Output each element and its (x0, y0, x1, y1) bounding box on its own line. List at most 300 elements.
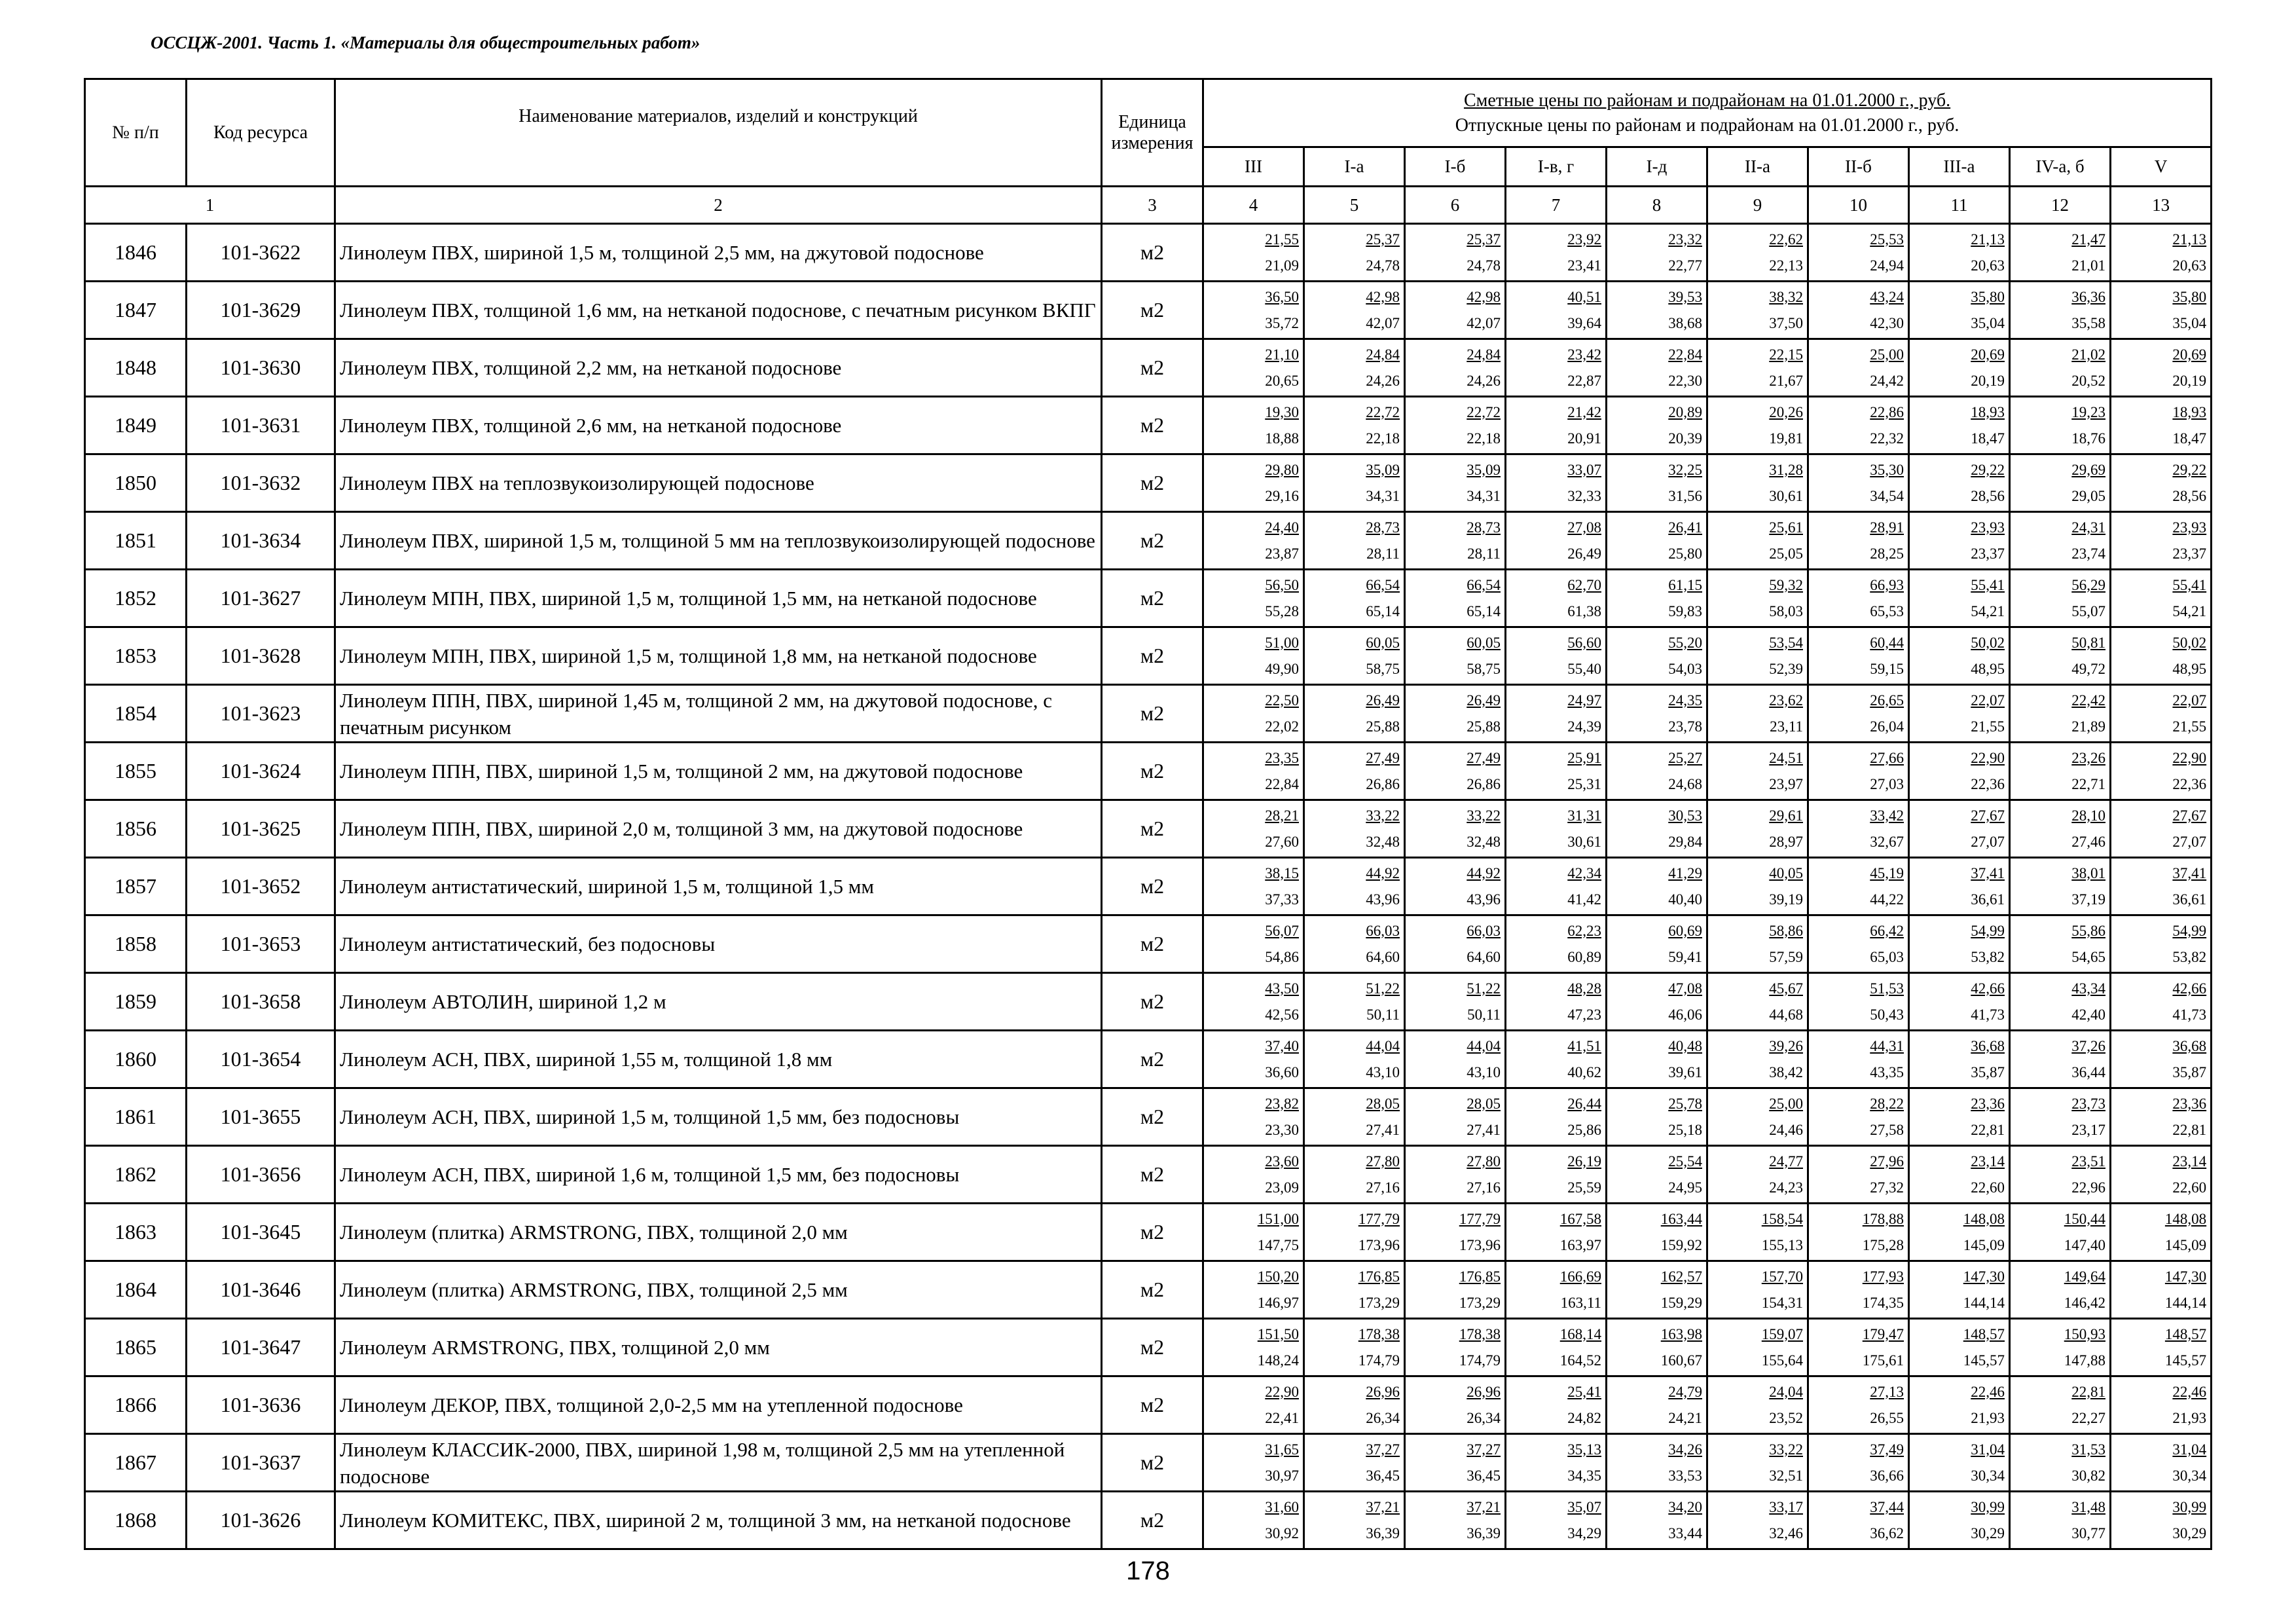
page-number: 178 (1126, 1557, 1170, 1585)
estimated-price: 41,29 (1668, 864, 1702, 881)
price-cell (1203, 627, 1304, 685)
estimated-price: 31,28 (1769, 461, 1803, 478)
estimated-price: 23,73 (2071, 1095, 2105, 1112)
estimated-price: 31,60 (1265, 1498, 1299, 1515)
price-cell (1707, 915, 1808, 973)
price-cell (1203, 1319, 1304, 1376)
estimated-price: 26,49 (1467, 692, 1501, 709)
estimated-price: 50,02 (2172, 634, 2207, 651)
price-cell (1304, 1492, 1405, 1549)
material-name: Линолеум ДЕКОР, ПВХ, толщиной 2,0-2,5 мм на утепленной подоснове (335, 1376, 1102, 1434)
release-price: 34,31 (1366, 487, 1400, 504)
release-price: 34,29 (1567, 1524, 1601, 1541)
release-price: 23,41 (1567, 257, 1601, 274)
release-price: 28,25 (1870, 545, 1904, 562)
price-cell (1707, 685, 1808, 743)
row-number: 1859 (85, 973, 187, 1031)
release-price: 38,68 (1668, 314, 1702, 331)
table-row (85, 1204, 2212, 1261)
row-number: 1861 (85, 1088, 187, 1146)
estimated-price: 23,14 (1971, 1153, 2005, 1170)
table-row (85, 685, 2212, 743)
price-cell (1909, 915, 2010, 973)
row-number: 1866 (85, 1376, 187, 1434)
estimated-price: 20,26 (1769, 403, 1803, 420)
estimated-price: 24,84 (1366, 346, 1400, 363)
release-price: 35,58 (2071, 314, 2105, 331)
estimated-price: 148,57 (1963, 1325, 2005, 1342)
release-price: 27,07 (1971, 833, 2005, 850)
estimated-price: 31,04 (2172, 1441, 2207, 1458)
release-price: 30,92 (1265, 1524, 1299, 1541)
estimated-price: 150,44 (2064, 1210, 2105, 1227)
resource-code: 101-3652 (187, 858, 335, 915)
release-price: 19,81 (1769, 430, 1803, 447)
estimated-price: 163,98 (1660, 1325, 1702, 1342)
price-cell (1607, 973, 1707, 1031)
estimated-price: 33,42 (1870, 807, 1904, 824)
estimated-price: 18,93 (2172, 403, 2207, 420)
price-cell (2010, 743, 2111, 800)
table-row (85, 1376, 2212, 1434)
estimated-price: 51,22 (1366, 980, 1400, 997)
price-cell (1707, 224, 1808, 282)
column-number: 7 (1506, 187, 1607, 224)
release-price: 36,61 (1971, 891, 2005, 908)
price-cell (1707, 800, 1808, 858)
material-name: Линолеум ПВХ, толщиной 1,6 мм, на нетканой подоснове, с печатным рисунком ВКПГ (335, 282, 1102, 339)
price-cell (1506, 1088, 1607, 1146)
resource-code: 101-3646 (187, 1261, 335, 1319)
price-cell (1506, 1031, 1607, 1088)
estimated-price: 36,68 (2172, 1037, 2207, 1054)
release-price: 24,23 (1769, 1179, 1803, 1196)
unit-of-measure: м2 (1102, 800, 1203, 858)
release-price: 50,43 (1870, 1006, 1904, 1023)
estimated-price: 44,92 (1366, 864, 1400, 881)
price-cell (2010, 1261, 2111, 1319)
resource-code: 101-3653 (187, 915, 335, 973)
price-cell (1808, 743, 1909, 800)
price-cell (1808, 1492, 1909, 1549)
row-number: 1846 (85, 224, 187, 282)
price-cell (1607, 1376, 1707, 1434)
price-cell (1909, 224, 2010, 282)
price-cell (1405, 915, 1506, 973)
price-cell (1707, 1434, 1808, 1492)
price-cell (1506, 282, 1607, 339)
price-cell (2010, 915, 2111, 973)
release-price: 26,34 (1467, 1409, 1501, 1426)
material-name: Линолеум (плитка) ARMSTRONG, ПВХ, толщиной 2,0 мм (335, 1204, 1102, 1261)
release-price: 36,66 (1870, 1467, 1904, 1484)
estimated-price: 22,62 (1769, 231, 1803, 248)
release-price: 37,19 (2071, 891, 2105, 908)
price-cell (1506, 512, 1607, 570)
price-cell (2010, 1146, 2111, 1204)
release-price: 25,05 (1769, 545, 1803, 562)
estimated-price: 178,38 (1459, 1325, 1501, 1342)
resource-code: 101-3637 (187, 1434, 335, 1492)
release-price: 35,87 (2172, 1063, 2207, 1080)
estimated-price: 179,47 (1862, 1325, 1904, 1342)
price-cell (1304, 915, 1405, 973)
price-cell (1808, 915, 1909, 973)
estimated-price: 55,41 (1971, 576, 2005, 593)
release-price: 35,87 (1971, 1063, 2005, 1080)
release-price: 22,71 (2071, 775, 2105, 792)
estimated-price: 45,19 (1870, 864, 1904, 881)
estimated-price: 66,54 (1366, 576, 1400, 593)
release-price: 54,03 (1668, 660, 1702, 677)
release-price: 20,52 (2071, 372, 2105, 389)
estimated-price: 43,50 (1265, 980, 1299, 997)
estimated-price: 22,72 (1467, 403, 1501, 420)
estimated-price: 54,99 (1971, 922, 2005, 939)
release-price: 26,86 (1467, 775, 1501, 792)
price-cell (1707, 1146, 1808, 1204)
price-cell (1203, 1492, 1304, 1549)
table-row (85, 1492, 2212, 1549)
release-price: 23,30 (1265, 1121, 1299, 1138)
release-price: 36,61 (2172, 891, 2207, 908)
price-cell (1808, 454, 1909, 512)
estimated-price: 23,32 (1668, 231, 1702, 248)
price-cell (1607, 858, 1707, 915)
price-cell (2010, 1204, 2111, 1261)
material-name: Линолеум АСН, ПВХ, шириной 1,6 м, толщиной 1,5 мм, без подосновы (335, 1146, 1102, 1204)
row-number: 1860 (85, 1031, 187, 1088)
release-price: 24,26 (1467, 372, 1501, 389)
estimated-price: 147,30 (2164, 1268, 2207, 1285)
col-header-code: Код ресурса (187, 79, 335, 187)
material-name: Линолеум (плитка) ARMSTRONG, ПВХ, толщиной 2,5 мм (335, 1261, 1102, 1319)
price-cell (1808, 397, 1909, 454)
estimated-price: 35,30 (1870, 461, 1904, 478)
estimated-price: 162,57 (1660, 1268, 1702, 1285)
release-price: 22,13 (1769, 257, 1803, 274)
price-cell (1506, 1204, 1607, 1261)
estimated-price: 176,85 (1459, 1268, 1501, 1285)
release-price: 25,88 (1467, 718, 1501, 735)
release-price: 32,51 (1769, 1467, 1803, 1484)
estimated-price: 33,07 (1567, 461, 1601, 478)
unit-of-measure: м2 (1102, 339, 1203, 397)
price-cell (1203, 858, 1304, 915)
estimated-price: 30,99 (2172, 1498, 2207, 1515)
estimated-price: 47,08 (1668, 980, 1702, 997)
release-price: 30,34 (1971, 1467, 2005, 1484)
estimated-price: 24,51 (1769, 749, 1803, 766)
estimated-price: 24,79 (1668, 1383, 1702, 1400)
release-price: 27,16 (1467, 1179, 1501, 1196)
release-price: 65,14 (1467, 602, 1501, 619)
price-cell (1405, 973, 1506, 1031)
release-price: 21,55 (1971, 718, 2005, 735)
release-price: 39,64 (1567, 314, 1601, 331)
price-cell (1909, 282, 2010, 339)
estimated-price: 23,36 (2172, 1095, 2207, 1112)
release-price: 44,22 (1870, 891, 1904, 908)
price-cell (1405, 1088, 1506, 1146)
price-cell (1506, 973, 1607, 1031)
release-price: 25,59 (1567, 1179, 1601, 1196)
release-price: 21,67 (1769, 372, 1803, 389)
release-price: 40,62 (1567, 1063, 1601, 1080)
region-header: II-а (1707, 147, 1808, 187)
price-cell (1808, 800, 1909, 858)
release-price: 30,77 (2071, 1524, 2105, 1541)
estimated-price: 26,96 (1467, 1383, 1501, 1400)
price-cell (2111, 282, 2212, 339)
estimated-price: 37,27 (1366, 1441, 1400, 1458)
resource-code: 101-3655 (187, 1088, 335, 1146)
price-cell (1506, 570, 1607, 627)
release-price: 26,04 (1870, 718, 1904, 735)
estimated-price: 42,66 (2172, 980, 2207, 997)
unit-of-measure: м2 (1102, 570, 1203, 627)
price-cell (2010, 397, 2111, 454)
estimated-price: 25,27 (1668, 749, 1702, 766)
release-price: 59,15 (1870, 660, 1904, 677)
release-price: 42,07 (1366, 314, 1400, 331)
estimated-price: 48,28 (1567, 980, 1601, 997)
release-price: 20,19 (2172, 372, 2207, 389)
estimated-price: 26,65 (1870, 692, 1904, 709)
resource-code: 101-3636 (187, 1376, 335, 1434)
resource-code: 101-3628 (187, 627, 335, 685)
estimated-price: 177,79 (1459, 1210, 1501, 1227)
release-price: 30,34 (2172, 1467, 2207, 1484)
release-price: 18,88 (1265, 430, 1299, 447)
price-cell (1506, 915, 1607, 973)
estimated-price: 21,55 (1265, 231, 1299, 248)
row-number: 1848 (85, 339, 187, 397)
estimated-price: 22,86 (1870, 403, 1904, 420)
estimated-price: 23,93 (2172, 519, 2207, 536)
price-cell (1304, 685, 1405, 743)
material-name: Линолеум ПВХ, шириной 1,5 м, толщиной 2,5 мм, на джутовой подоснове (335, 224, 1102, 282)
price-cell (1506, 1434, 1607, 1492)
estimated-price: 51,00 (1265, 634, 1299, 651)
price-cell (1405, 1492, 1506, 1549)
release-price: 23,87 (1265, 545, 1299, 562)
price-cell (2010, 1031, 2111, 1088)
price-cell (2111, 1492, 2212, 1549)
price-cell (1909, 1492, 2010, 1549)
price-cell (1607, 282, 1707, 339)
price-cell (1808, 1376, 1909, 1434)
estimated-price: 37,40 (1265, 1037, 1299, 1054)
unit-of-measure: м2 (1102, 224, 1203, 282)
price-cell (1607, 1492, 1707, 1549)
col-header-unit: Единица измерения (1102, 79, 1203, 187)
price-cell (1707, 397, 1808, 454)
release-price: 42,40 (2071, 1006, 2105, 1023)
release-price: 36,39 (1467, 1524, 1501, 1541)
price-cell (1405, 1319, 1506, 1376)
estimated-price: 23,36 (1971, 1095, 2005, 1112)
estimated-price: 22,46 (2172, 1383, 2207, 1400)
unit-of-measure: м2 (1102, 627, 1203, 685)
table-row (85, 973, 2212, 1031)
estimated-price: 58,86 (1769, 922, 1803, 939)
release-price: 24,95 (1668, 1179, 1702, 1196)
release-price: 25,88 (1366, 718, 1400, 735)
release-price: 65,53 (1870, 602, 1904, 619)
estimated-price: 23,92 (1567, 231, 1601, 248)
estimated-price: 178,88 (1862, 1210, 1904, 1227)
price-cell (1808, 1204, 1909, 1261)
estimated-price: 27,08 (1567, 519, 1601, 536)
release-price: 55,40 (1567, 660, 1601, 677)
estimated-price: 35,80 (1971, 288, 2005, 305)
material-name: Линолеум ППН, ПВХ, шириной 1,5 м, толщиной 2 мм, на джутовой подоснове (335, 743, 1102, 800)
price-cell (1707, 1204, 1808, 1261)
estimated-price: 23,62 (1769, 692, 1803, 709)
release-price: 22,18 (1467, 430, 1501, 447)
row-number: 1855 (85, 743, 187, 800)
price-cell (1203, 1204, 1304, 1261)
material-name: Линолеум АСН, ПВХ, шириной 1,55 м, толщиной 1,8 мм (335, 1031, 1102, 1088)
estimated-price: 55,86 (2071, 922, 2105, 939)
price-cell (1506, 685, 1607, 743)
price-cell (1506, 858, 1607, 915)
estimated-price: 22,72 (1366, 403, 1400, 420)
release-price: 23,11 (1770, 718, 1803, 735)
table-row (85, 1088, 2212, 1146)
price-cell (1607, 224, 1707, 282)
material-name: Линолеум антистатический, без подосновы (335, 915, 1102, 973)
estimated-price: 54,99 (2172, 922, 2207, 939)
estimated-price: 27,49 (1366, 749, 1400, 766)
estimated-price: 28,22 (1870, 1095, 1904, 1112)
estimated-price: 22,90 (1265, 1383, 1299, 1400)
price-cell (1909, 685, 2010, 743)
release-price: 30,29 (2172, 1524, 2207, 1541)
material-name: Линолеум ППН, ПВХ, шириной 2,0 м, толщиной 3 мм, на джутовой подоснове (335, 800, 1102, 858)
row-number: 1852 (85, 570, 187, 627)
estimated-price: 62,23 (1567, 922, 1601, 939)
price-cell (2111, 858, 2212, 915)
estimated-price: 28,73 (1366, 519, 1400, 536)
unit-of-measure: м2 (1102, 1204, 1203, 1261)
table-row (85, 1146, 2212, 1204)
price-cell (1304, 1376, 1405, 1434)
price-cell (1909, 397, 2010, 454)
estimated-price: 36,36 (2071, 288, 2105, 305)
release-price: 37,50 (1769, 314, 1803, 331)
row-number: 1862 (85, 1146, 187, 1204)
resource-code: 101-3631 (187, 397, 335, 454)
release-price: 26,55 (1870, 1409, 1904, 1426)
release-price: 30,61 (1567, 833, 1601, 850)
estimated-price: 22,42 (2071, 692, 2105, 709)
release-price: 147,88 (2064, 1352, 2105, 1369)
price-cell (1607, 339, 1707, 397)
estimated-price: 168,14 (1559, 1325, 1601, 1342)
unit-of-measure: м2 (1102, 973, 1203, 1031)
price-cell (2111, 1031, 2212, 1088)
price-cell (1607, 1146, 1707, 1204)
price-cell (1909, 1434, 2010, 1492)
region-header: III (1203, 147, 1304, 187)
release-price: 27,58 (1870, 1121, 1904, 1138)
estimated-price: 37,41 (1971, 864, 2005, 881)
row-number: 1863 (85, 1204, 187, 1261)
price-cell (1506, 1376, 1607, 1434)
estimated-price: 150,20 (1257, 1268, 1299, 1285)
price-cell (1203, 1031, 1304, 1088)
estimated-price: 22,07 (2172, 692, 2207, 709)
price-cell (1707, 627, 1808, 685)
row-number: 1857 (85, 858, 187, 915)
release-price: 22,36 (1971, 775, 2005, 792)
estimated-price: 27,66 (1870, 749, 1904, 766)
price-cell (1707, 1261, 1808, 1319)
table-row (85, 1261, 2212, 1319)
estimated-price: 22,50 (1265, 692, 1299, 709)
estimated-price: 22,46 (1971, 1383, 2005, 1400)
price-cell (1707, 282, 1808, 339)
release-price: 20,39 (1668, 430, 1702, 447)
unit-of-measure: м2 (1102, 1319, 1203, 1376)
price-cell (2111, 397, 2212, 454)
estimated-price: 24,77 (1769, 1153, 1803, 1170)
row-number: 1868 (85, 1492, 187, 1549)
row-number: 1854 (85, 685, 187, 743)
release-price: 163,97 (1559, 1236, 1601, 1253)
estimated-price: 34,26 (1668, 1441, 1702, 1458)
price-cell (1304, 743, 1405, 800)
release-price: 173,29 (1459, 1294, 1501, 1311)
estimated-price: 35,09 (1467, 461, 1501, 478)
release-price: 154,31 (1761, 1294, 1803, 1311)
unit-of-measure: м2 (1102, 512, 1203, 570)
row-number: 1850 (85, 454, 187, 512)
release-price: 33,53 (1668, 1467, 1702, 1484)
estimated-price: 178,38 (1358, 1325, 1400, 1342)
price-cell (1203, 800, 1304, 858)
price-cell (1506, 224, 1607, 282)
price-cell (2010, 282, 2111, 339)
price-cell (1405, 570, 1506, 627)
release-price: 41,42 (1567, 891, 1601, 908)
release-price: 20,63 (1971, 257, 2005, 274)
estimated-price: 44,92 (1467, 864, 1501, 881)
material-name: Линолеум ПВХ, толщиной 2,2 мм, на нетканой подоснове (335, 339, 1102, 397)
release-price: 22,27 (2071, 1409, 2105, 1426)
release-price: 34,31 (1467, 487, 1501, 504)
estimated-price: 148,57 (2164, 1325, 2207, 1342)
release-price: 22,30 (1668, 372, 1702, 389)
column-number: 12 (2010, 187, 2111, 224)
price-cell (2010, 570, 2111, 627)
price-cell (1607, 800, 1707, 858)
estimated-price: 29,80 (1265, 461, 1299, 478)
estimated-price: 26,44 (1567, 1095, 1601, 1112)
price-cell (1203, 1088, 1304, 1146)
release-price: 24,39 (1567, 718, 1601, 735)
release-price: 42,30 (1870, 314, 1904, 331)
release-price: 48,95 (1971, 660, 2005, 677)
material-name: Линолеум ПВХ, шириной 1,5 м, толщиной 5 мм на теплозвукоизолирующей подоснове (335, 512, 1102, 570)
release-price: 40,40 (1668, 891, 1702, 908)
release-price: 29,84 (1668, 833, 1702, 850)
col-header-name: Наименование материалов, изделий и конструкций (335, 79, 1102, 187)
estimated-price: 28,73 (1467, 519, 1501, 536)
price-cell (2010, 339, 2111, 397)
